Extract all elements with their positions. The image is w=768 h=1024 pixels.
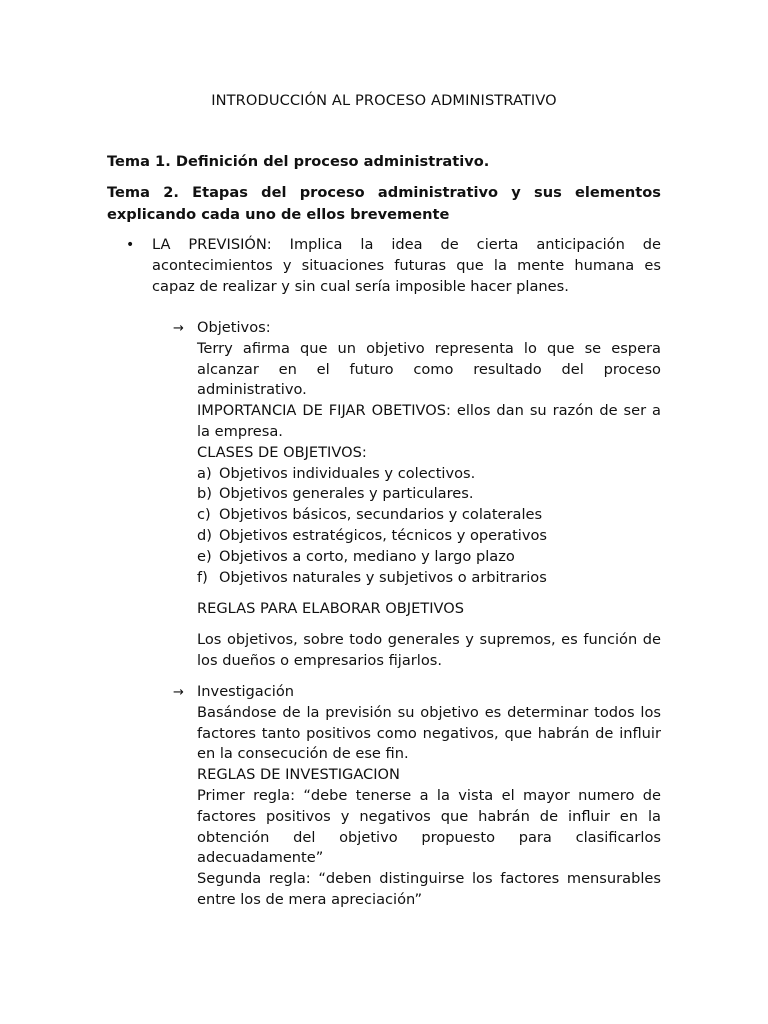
tema-2-heading: Tema 2. Etapas del proceso administrativo y sus elementos explicando cada uno de ellos brevemente <box>107 184 661 223</box>
reglas-objetivos-text: Los objetivos, sobre todo generales y supremos, es función de los dueños o empresarios fijarlos. <box>197 631 661 669</box>
bullet-icon: • <box>126 237 135 253</box>
list-marker: a) <box>197 464 212 482</box>
list-item <box>197 568 661 589</box>
objetivos-heading: Objetivos: <box>197 319 271 336</box>
list-marker: e) <box>197 547 212 565</box>
prevision-text: LA PREVISIÓN: Implica la idea de cierta anticipación de acontecimientos y situaciones futuras que la mente humana es capaz de realizar y sin cual sería imposible hacer planes. <box>152 236 661 295</box>
investigacion-text: Basándose de la previsión su objetivo es determinar todos los factores tanto positivos como negativos, que habrán de influir en la consecución de ese fin. <box>197 703 661 763</box>
arrow-right-icon: → <box>173 321 184 336</box>
list-item <box>197 526 661 547</box>
list-item <box>197 484 661 505</box>
objetivos-importancia-text: IMPORTANCIA DE FIJAR OBETIVOS: ellos dan su razón de ser a la empresa. <box>197 402 661 440</box>
objetivos-terry-text: Terry afirma que un objetivo representa lo que se espera alcanzar en el futuro como resultado del proceso administrativo. <box>197 339 661 399</box>
primera-regla-text: Primer regla: “debe tenerse a la vista el mayor numero de factores positivos y negativos que habrán de influir en la obtención del objetivo propuesto para clasificarlos adecuadamente” <box>197 786 661 867</box>
list-marker: b) <box>197 485 212 503</box>
investigacion-heading: Investigación <box>197 683 295 700</box>
list-item <box>197 547 661 568</box>
document-title: INTRODUCCIÓN AL PROCESO ADMINISTRATIVO <box>211 92 557 109</box>
list-item-text: Objetivos estratégicos, técnicos y operativos <box>219 526 548 544</box>
list-marker: d) <box>197 526 212 544</box>
list-marker: c) <box>197 506 211 524</box>
list-item-text: Objetivos individuales y colectivos. <box>219 464 476 482</box>
reglas-objetivos-heading: REGLAS PARA ELABORAR OBJETIVOS <box>197 600 464 617</box>
list-marker: f) <box>197 568 208 586</box>
clases-list <box>197 464 661 589</box>
tema-1-heading: Tema 1. Definición del proceso administrativo. <box>107 153 490 170</box>
reglas-investigacion-heading: REGLAS DE INVESTIGACION <box>197 766 400 784</box>
list-item <box>197 505 661 526</box>
clases-heading: CLASES DE OBJETIVOS: <box>197 443 367 461</box>
list-item-text: Objetivos a corto, mediano y largo plazo <box>219 547 515 565</box>
investigacion-section <box>197 682 661 911</box>
arrow-right-icon: → <box>173 685 184 700</box>
list-item <box>197 464 661 485</box>
list-item-text: Objetivos naturales y subjetivos o arbitrarios <box>219 568 547 586</box>
objetivos-section <box>197 318 661 588</box>
list-item-text: Objetivos básicos, secundarios y colaterales <box>219 506 543 524</box>
list-item-text: Objetivos generales y particulares. <box>219 485 474 503</box>
segunda-regla-text: Segunda regla: “deben distinguirse los factores mensurables entre los de mera apreciación” <box>197 870 661 908</box>
